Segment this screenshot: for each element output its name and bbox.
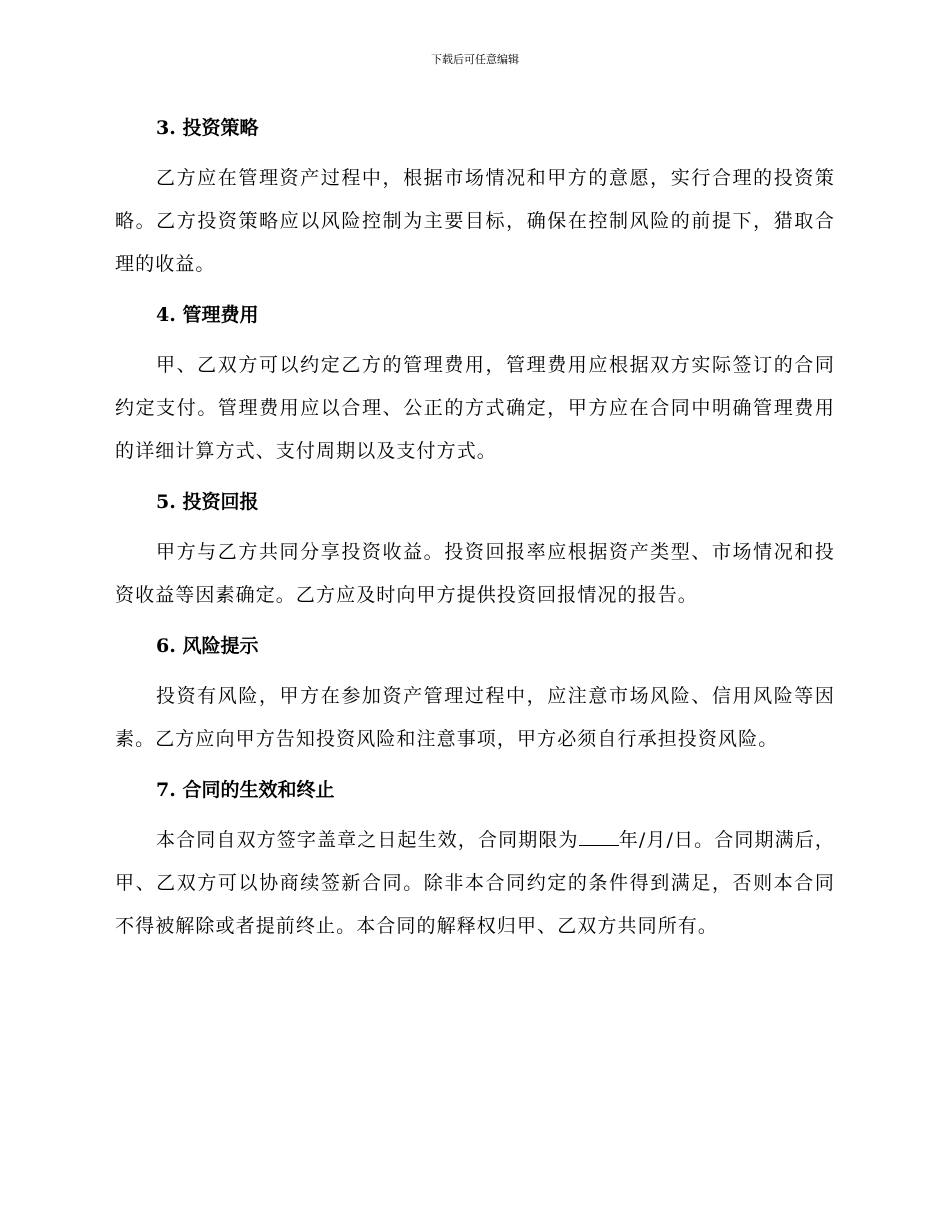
section-paragraph (115, 819, 835, 948)
section-management-fees (115, 295, 835, 473)
section-paragraph: 甲方与乙方共同分享投资收益。投资回报率应根据资产类型、市场情况和投资收益等因素确定。乙方应及时向甲方提供投资回报情况的报告。 (115, 541, 835, 606)
section-paragraph: 投资有风险，甲方在参加资产管理过程中，应注意市场风险、信用风险等因素。乙方应向甲方告知投资风险和注意事项，甲方必须自行承担投资风险。 (115, 685, 835, 750)
section-risk-warning (115, 626, 835, 761)
section-heading: 6. 风险提示 (156, 635, 259, 657)
section-heading: 3. 投资策略 (156, 117, 259, 139)
section-paragraph: 乙方应在管理资产过程中，根据市场情况和甲方的意愿，实行合理的投资策略。乙方投资策略应以风险控制为主要目标，确保在控制风险的前提下，猎取合理的收益。 (115, 167, 835, 275)
section-investment-returns (115, 482, 835, 617)
section-heading: 4. 管理费用 (156, 304, 259, 326)
section-heading: 5. 投资回报 (156, 491, 259, 513)
document-body (115, 108, 835, 948)
section-paragraph: 甲、乙双方可以约定乙方的管理费用，管理费用应根据双方实际签订的合同约定支付。管理费用应以合理、公正的方式确定，甲方应在合同中明确管理费用的详细计算方式、支付周期以及支付方式。 (115, 354, 835, 462)
fill-in-blank-line (579, 827, 619, 846)
paragraph-text-after-blank: 年/月/日。合同期满后，甲、乙双方可以协商续签新合同。除非本合同约定的条件得到满足，否则本合同不得被解除或者提前终止。本合同的解释权归甲、乙双方共同所有。 (115, 829, 835, 937)
page-header: 下载后可任意编辑 (431, 53, 519, 66)
section-heading: 7. 合同的生效和终止 (156, 779, 335, 801)
section-effectiveness-termination (115, 770, 835, 948)
section-investment-strategy (115, 108, 835, 286)
paragraph-text-before-blank: 本合同自双方签字盖章之日起生效，合同期限为 (156, 829, 579, 851)
